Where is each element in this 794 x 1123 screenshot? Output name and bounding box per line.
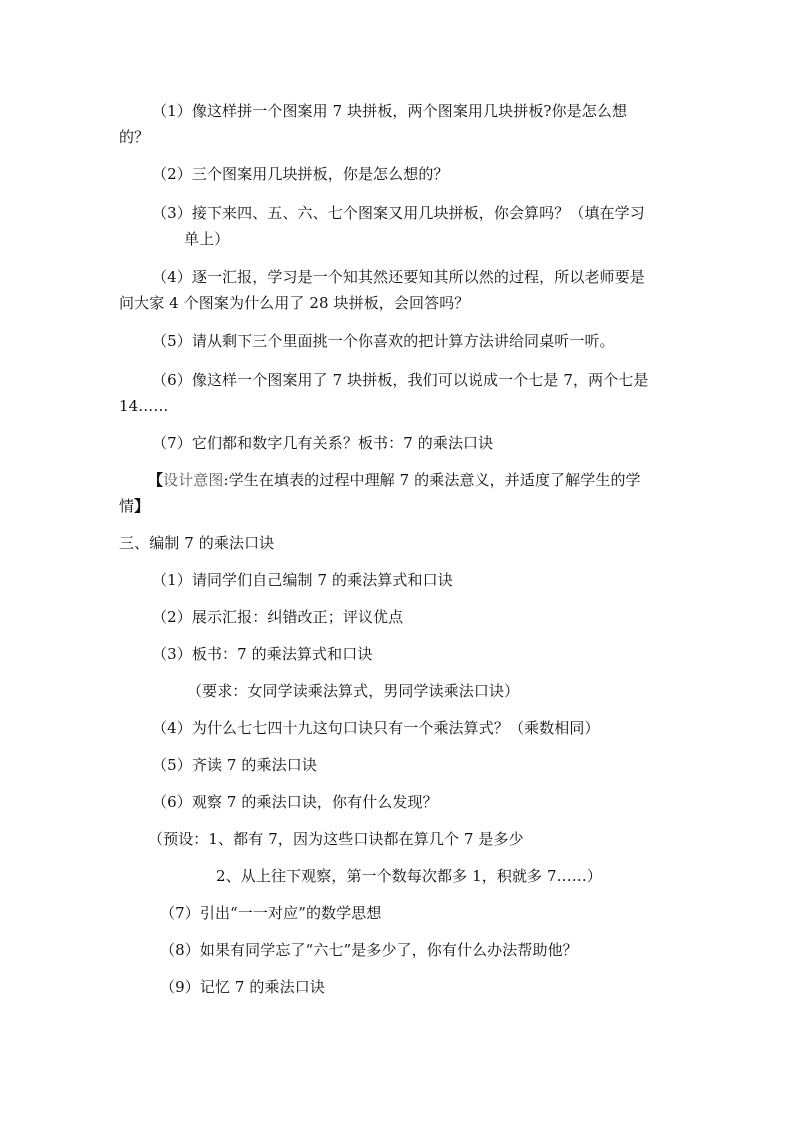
- design-intent-text-end: 情: [119, 497, 135, 515]
- item-3-line-2: 单上）: [184, 230, 230, 248]
- step-2: （2）展示汇报：纠错改正；评议优点: [152, 608, 404, 626]
- item-1-line-2: 的？: [119, 128, 150, 146]
- step-1: （1）请同学们自己编制 7 的乘法算式和口诀: [152, 571, 453, 589]
- step-6-preset-1: （预设：1、都有 7，因为这些口诀都在算几个 7 是多少: [148, 830, 524, 848]
- item-4-line-2: 问大家 4 个图案为什么用了 28 块拼板，会回答吗？: [119, 294, 470, 312]
- item-5: （5）请从剩下三个里面挑一个你喜欢的把计算方法讲给同桌听一听。: [152, 332, 615, 350]
- step-3-note: （要求：女同学读乘法算式，男同学读乘法口诀）: [187, 682, 520, 700]
- step-5: （5）齐读 7 的乘法口诀: [152, 756, 317, 774]
- design-bracket-close: 】: [134, 497, 150, 515]
- step-6: （6）观察 7 的乘法口诀，你有什么发现？: [152, 793, 438, 811]
- design-intent-line-2: [119, 496, 149, 516]
- step-3: （3）板书：7 的乘法算式和口诀: [152, 645, 373, 663]
- step-4: （4）为什么七七四十九这句口诀只有一个乘法算式？（乘数相同）: [152, 719, 600, 737]
- design-intent-line-1: [148, 470, 641, 490]
- item-1-line-1: （1）像这样拼一个图案用 7 块拼板，两个图案用几块拼板?你是怎么想: [152, 102, 628, 120]
- item-3-line-1: （3）接下来四、五、六、七个图案又用几块拼板，你会算吗？（填在学习: [152, 204, 645, 222]
- step-6-preset-2: 2、从上往下观察，第一个数每次都多 1，积就多 7……）: [216, 867, 602, 885]
- step-9: （9）记忆 7 的乘法口诀: [160, 978, 325, 996]
- design-bracket-open: 【: [148, 471, 164, 489]
- item-7: （7）它们都和数字几有关系？板书：7 的乘法口诀: [152, 434, 494, 452]
- section-heading-3: 三、编制 7 的乘法口诀: [119, 534, 275, 552]
- item-4-line-1: （4）逐一汇报，学习是一个知其然还要知其所以然的过程，所以老师要是: [152, 268, 645, 286]
- step-8: （8）如果有同学忘了“六七”是多少了，你有什么办法帮助他？: [160, 941, 578, 959]
- design-intent-text: :学生在填表的过程中理解 7 的乘法意义，并适度了解学生的学: [223, 471, 641, 489]
- step-7: （7）引出“一一对应”的数学思想: [160, 904, 382, 922]
- item-6-line-1: （6）像这样一个图案用了 7 块拼板，我们可以说成一个七是 7，两个七是: [152, 371, 649, 389]
- item-6-line-2: 14……: [119, 397, 169, 415]
- item-2: （2）三个图案用几块拼板，你是怎么想的？: [152, 165, 449, 183]
- design-intent-label: 设计意图: [163, 471, 224, 489]
